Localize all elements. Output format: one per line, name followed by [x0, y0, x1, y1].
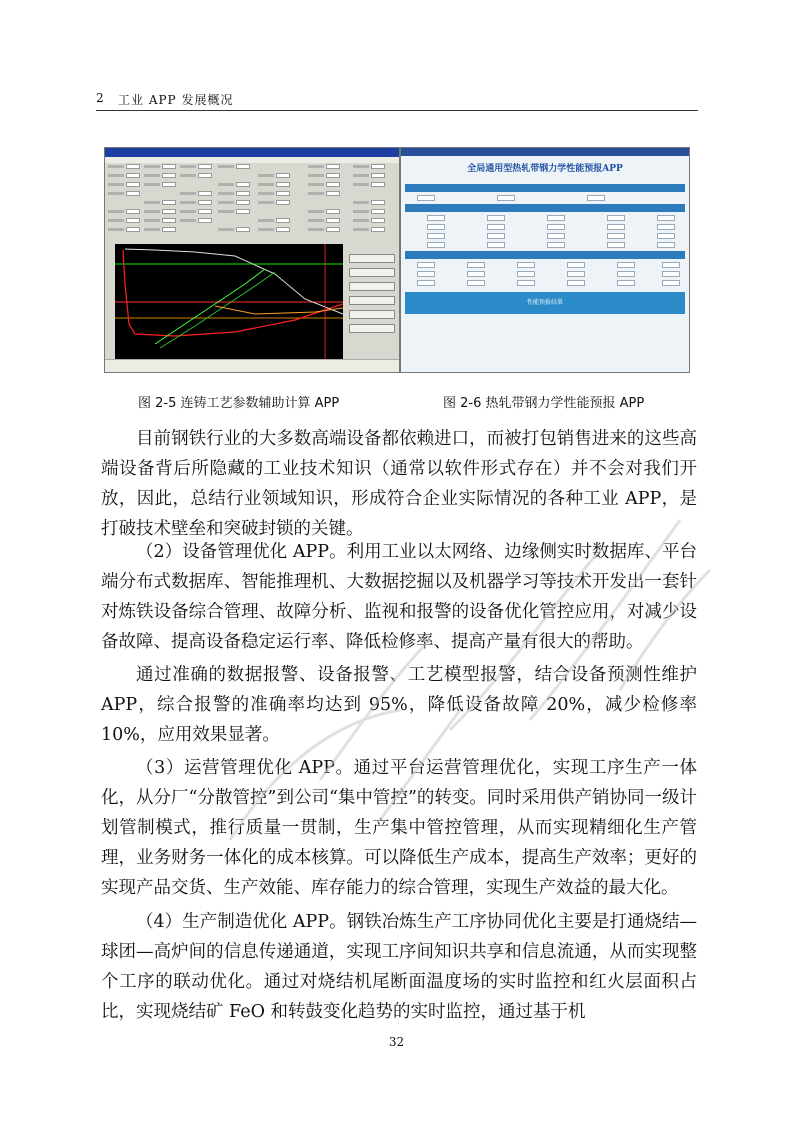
- param-label: [258, 183, 274, 186]
- param-input[interactable]: [326, 191, 340, 196]
- param-input[interactable]: [326, 218, 340, 223]
- param-input[interactable]: [126, 182, 140, 187]
- window-titlebar: [105, 148, 399, 157]
- side-button[interactable]: [349, 254, 395, 263]
- param-label: [108, 165, 124, 168]
- param-input[interactable]: [236, 182, 250, 187]
- param-input[interactable]: [371, 227, 385, 232]
- param-input[interactable]: [371, 164, 385, 169]
- window-menubar: [105, 157, 399, 163]
- side-button[interactable]: [349, 282, 395, 291]
- param-label: [353, 210, 369, 213]
- param-label: [308, 183, 324, 186]
- side-button-panel: [349, 254, 395, 338]
- param-label: [180, 201, 196, 204]
- app-title: 全局通用型热轧带钢力学性能预报APP: [467, 164, 623, 174]
- param-input[interactable]: [162, 164, 176, 169]
- param-input[interactable]: [162, 218, 176, 223]
- curve-lines: [115, 244, 343, 359]
- param-input[interactable]: [236, 209, 250, 214]
- param-input[interactable]: [371, 200, 385, 205]
- param-label: [308, 192, 324, 195]
- param-input[interactable]: [276, 227, 290, 232]
- param-label: [353, 183, 369, 186]
- side-button[interactable]: [349, 296, 395, 305]
- param-label: [218, 201, 234, 204]
- param-label: [108, 183, 124, 186]
- param-label: [144, 201, 160, 204]
- body-paragraph: （3）运营管理优化 APP。通过平台运营管理优化，实现工序生产一体化，从分厂“分散管控”到公司“集中管控”的转变。同时采用供产销协同一级计划管制模式，推行质量一贯制，生产集中管控管理，从而实现精细化生产管理，业务财务一体化的成本核算。可以降低生产成本，提高生产效率；更好的实现产品交货、生产效能、库存能力的综合管理，实现生产效益的最大化。: [101, 758, 697, 898]
- param-input[interactable]: [198, 191, 212, 196]
- param-input[interactable]: [276, 182, 290, 187]
- side-button[interactable]: [349, 324, 395, 333]
- param-label: [108, 210, 124, 213]
- param-input[interactable]: [371, 218, 385, 223]
- param-input[interactable]: [162, 182, 176, 187]
- param-label: [144, 210, 160, 213]
- chapter-number: 2: [96, 91, 104, 105]
- param-input[interactable]: [126, 164, 140, 169]
- param-label: [353, 201, 369, 204]
- figure-2-6-screenshot: [400, 147, 690, 373]
- param-label: [108, 174, 124, 177]
- param-label: [218, 183, 234, 186]
- param-input[interactable]: [326, 173, 340, 178]
- page-number: 32: [388, 1035, 405, 1049]
- figure-2-6-caption: 图 2-6 热轧带钢力学性能预报 APP: [443, 396, 645, 411]
- param-input[interactable]: [126, 218, 140, 223]
- param-input[interactable]: [236, 164, 250, 169]
- param-label: [308, 174, 324, 177]
- body-paragraph: （4）生产制造优化 APP。钢铁冶炼生产工序协同优化主要是打通烧结—球团—高炉间的信息传递通道，实现工序间知识共享和信息流通，从而实现整个工序的联动优化。通过对烧结机尾断面温度场的实时监控和红火层面积占比，实现烧结矿 FeO 和转鼓变化趋势的实时监控，通过基于机: [101, 912, 697, 1022]
- window-titlebar: [401, 148, 689, 156]
- input-row: [407, 271, 683, 277]
- param-input[interactable]: [126, 209, 140, 214]
- side-button[interactable]: [349, 268, 395, 277]
- param-label: [308, 165, 324, 168]
- param-input[interactable]: [126, 227, 140, 232]
- param-label: [258, 174, 274, 177]
- body-paragraph: 目前钢铁行业的大多数高端设备都依赖进口，而被打包销售进来的这些高端设备背后所隐藏的工业技术知识（通常以软件形式存在）并不会对我们开放，因此，总结行业领域知识，形成符合企业实际情况的各种工业 APP，是打破技术壁垒和突破封锁的关键。: [101, 429, 697, 539]
- param-label: [218, 192, 234, 195]
- param-label: [180, 219, 196, 222]
- param-input[interactable]: [276, 191, 290, 196]
- param-input[interactable]: [198, 200, 212, 205]
- param-label: [353, 228, 369, 231]
- param-label: [180, 165, 196, 168]
- param-input[interactable]: [198, 173, 212, 178]
- input-row: [407, 242, 683, 248]
- param-label: [353, 174, 369, 177]
- side-button[interactable]: [349, 310, 395, 319]
- input-row: [407, 262, 683, 268]
- param-input[interactable]: [276, 218, 290, 223]
- param-input[interactable]: [371, 173, 385, 178]
- param-label: [180, 210, 196, 213]
- param-input[interactable]: [126, 173, 140, 178]
- param-input[interactable]: [236, 191, 250, 196]
- section-bar: [405, 184, 685, 192]
- window-statusbar: [105, 359, 399, 372]
- param-input[interactable]: [236, 227, 250, 232]
- parameter-grid: [108, 164, 398, 242]
- param-input[interactable]: [371, 209, 385, 214]
- param-input[interactable]: [326, 182, 340, 187]
- param-label: [180, 192, 196, 195]
- param-input[interactable]: [162, 200, 176, 205]
- param-label: [258, 192, 274, 195]
- param-label: [144, 165, 160, 168]
- param-input[interactable]: [162, 209, 176, 214]
- param-label: [108, 192, 124, 195]
- param-label: [144, 183, 160, 186]
- param-input[interactable]: [326, 227, 340, 232]
- input-row: [407, 195, 683, 201]
- param-label: [308, 228, 324, 231]
- process-curve-plot: [115, 244, 343, 359]
- param-input[interactable]: [276, 173, 290, 178]
- body-paragraph: （2）设备管理优化 APP。利用工业以太网络、边缘侧实时数据库、平台端分布式数据库、智能推理机、大数据挖掘以及机器学习等技术开发出一套针对炼铁设备综合管理、故障分析、监视和报警的设备优化管控应用，对减少设备故障、提高设备稳定运行率、降低检修率、提高产量有很大的帮助。: [101, 542, 697, 652]
- param-input[interactable]: [326, 209, 340, 214]
- figure-2-5-caption: 图 2-5 连铸工艺参数辅助计算 APP: [138, 396, 340, 411]
- param-input[interactable]: [276, 200, 290, 205]
- param-label: [258, 228, 274, 231]
- input-row: [407, 215, 683, 221]
- param-input[interactable]: [236, 200, 250, 205]
- param-label: [218, 228, 234, 231]
- param-label: [218, 210, 234, 213]
- param-label: [308, 210, 324, 213]
- input-row: [407, 233, 683, 239]
- param-label: [144, 219, 160, 222]
- param-input[interactable]: [126, 191, 140, 196]
- param-input[interactable]: [198, 209, 212, 214]
- section-bar: [405, 204, 685, 212]
- chapter-title: 工业 APP 发展概况: [118, 93, 234, 107]
- predict-result-button[interactable]: 性能预报结果: [405, 292, 685, 314]
- param-input[interactable]: [162, 173, 176, 178]
- input-row: [407, 280, 683, 286]
- param-label: [108, 219, 124, 222]
- input-row: [407, 224, 683, 230]
- param-label: [258, 219, 274, 222]
- body-paragraph: 通过准确的数据报警、设备报警、工艺模型报警，结合设备预测性维护 APP，综合报警的准确率均达到 95%，降低设备故障 20%，减少检修率 10%，应用效果显著。: [101, 665, 697, 745]
- running-header: [96, 88, 698, 111]
- param-label: [258, 201, 274, 204]
- param-label: [353, 219, 369, 222]
- figure-2-5-screenshot: [104, 147, 400, 373]
- section-bar: [405, 251, 685, 259]
- param-input[interactable]: [326, 164, 340, 169]
- param-label: [218, 165, 234, 168]
- param-input[interactable]: [162, 227, 176, 232]
- param-input[interactable]: [198, 164, 212, 169]
- param-label: [308, 219, 324, 222]
- param-label: [144, 174, 160, 177]
- param-label: [108, 228, 124, 231]
- param-input[interactable]: [198, 218, 212, 223]
- param-input[interactable]: [371, 182, 385, 187]
- param-label: [144, 228, 160, 231]
- param-label: [180, 174, 196, 177]
- param-label: [353, 165, 369, 168]
